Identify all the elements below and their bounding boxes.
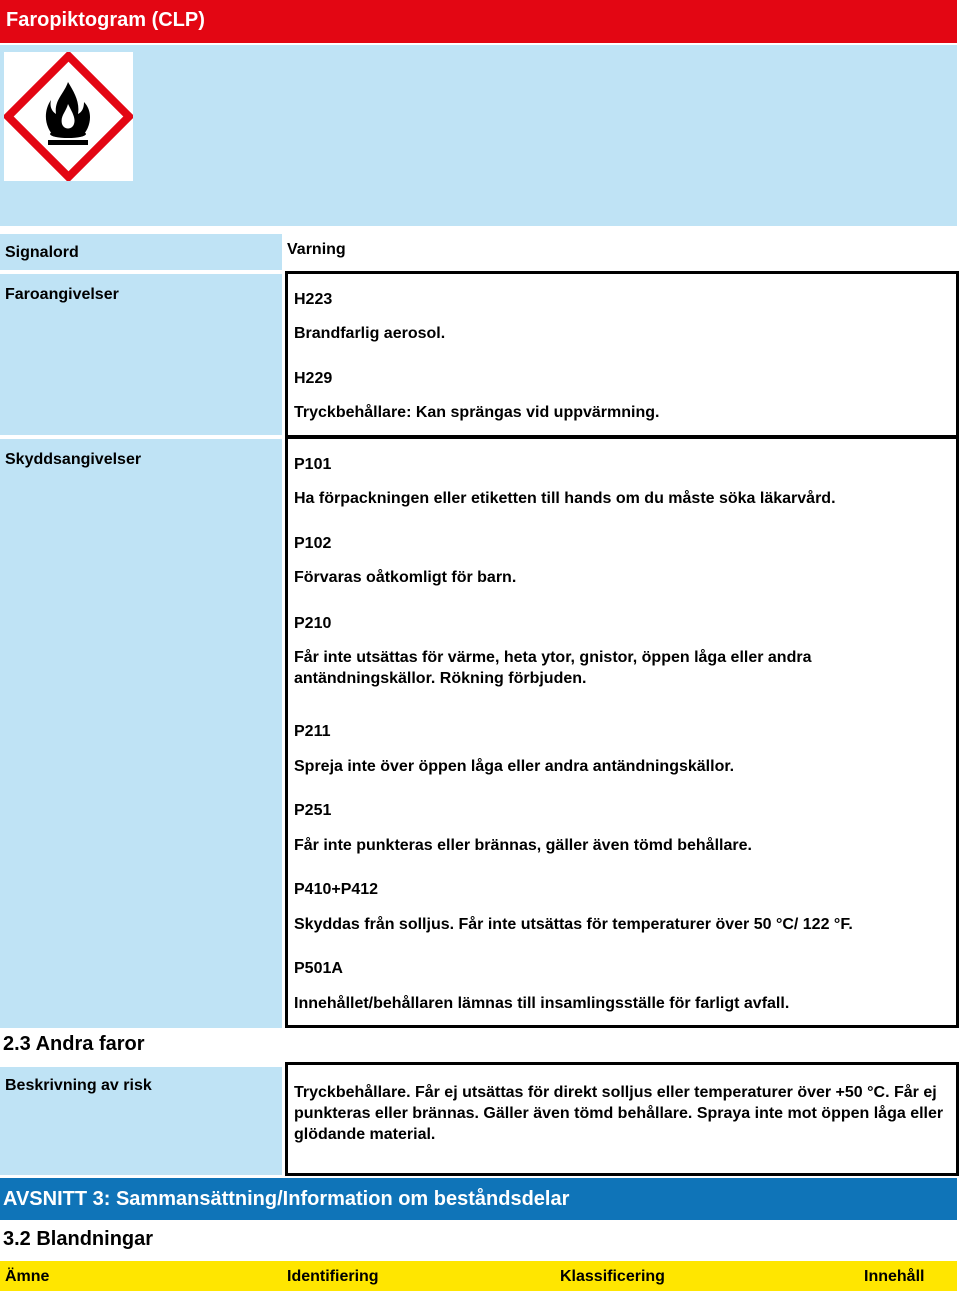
section-header-bar [0, 0, 957, 43]
precaution-code: P410+P412 [294, 881, 379, 898]
precautionary-statements-label-cell [0, 439, 282, 1028]
hazard-code: H229 [294, 370, 333, 387]
hazard-statements-label: Faroangivelser [5, 286, 119, 303]
precaution-code: P501A [294, 960, 343, 977]
pictogram-panel [0, 45, 957, 226]
precaution-code: P102 [294, 535, 332, 552]
section-header-title: Faropiktogram (CLP) [6, 9, 205, 31]
section-3-title: AVSNITT 3: Sammansättning/Information om beståndsdelar [3, 1188, 570, 1210]
hazard-text: Brandfarlig aerosol. [294, 325, 446, 342]
hazard-statements-label-cell [0, 274, 282, 435]
flame-pictogram-icon [4, 52, 133, 181]
risk-description-label-cell [0, 1067, 282, 1175]
column-header-identification: Identifiering [287, 1268, 379, 1285]
risk-description-label: Beskrivning av risk [5, 1077, 152, 1094]
precautionary-statements-box [285, 436, 959, 1028]
precaution-code: P251 [294, 802, 332, 819]
column-header-classification: Klassificering [560, 1268, 665, 1285]
mixtures-table-header [0, 1261, 957, 1291]
precaution-code: P210 [294, 615, 332, 632]
signal-word-label: Signalord [5, 244, 79, 261]
precaution-text: Får inte punkteras eller brännas, gäller även tömd behållare. [294, 837, 752, 854]
other-hazards-heading: 2.3 Andra faror [3, 1033, 145, 1055]
precaution-text: Innehållet/behållaren lämnas till insamlingsställe för farligt avfall. [294, 995, 790, 1012]
precaution-text: Får inte utsättas för värme, heta ytor, gnistor, öppen låga eller andra antändningskällor. Rökning förbjuden. [294, 649, 812, 687]
signal-word-value: Varning [287, 241, 346, 258]
mixtures-heading: 3.2 Blandningar [3, 1228, 154, 1250]
column-header-content: Innehåll [864, 1268, 925, 1285]
signal-word-label-cell [0, 234, 282, 270]
precaution-text: Skyddas från solljus. Får inte utsättas för temperaturer över 50 °C/ 122 °F. [294, 916, 853, 933]
precaution-text: Förvaras oåtkomligt för barn. [294, 569, 517, 586]
column-header-substance: Ämne [5, 1268, 50, 1285]
precaution-text: Ha förpackningen eller etiketten till hands om du måste söka läkarvård. [294, 490, 836, 507]
precaution-code: P101 [294, 456, 332, 473]
precaution-text: Spreja inte över öppen låga eller andra antändningskällor. [294, 758, 735, 775]
risk-description-text: Tryckbehållare. Får ej utsättas för direkt solljus eller temperaturer över +50 °C. Får ej punkteras eller brännas. Gäller även tömd behållare. Spraya inte mot öppen låga eller glödande material. [294, 1084, 944, 1143]
precautionary-statements-label: Skyddsangivelser [5, 451, 142, 468]
hazard-text: Tryckbehållare: Kan sprängas vid uppvärmning. [294, 404, 660, 421]
hazard-code: H223 [294, 291, 333, 308]
precaution-code: P211 [294, 723, 331, 740]
section-3-bar [0, 1178, 957, 1220]
